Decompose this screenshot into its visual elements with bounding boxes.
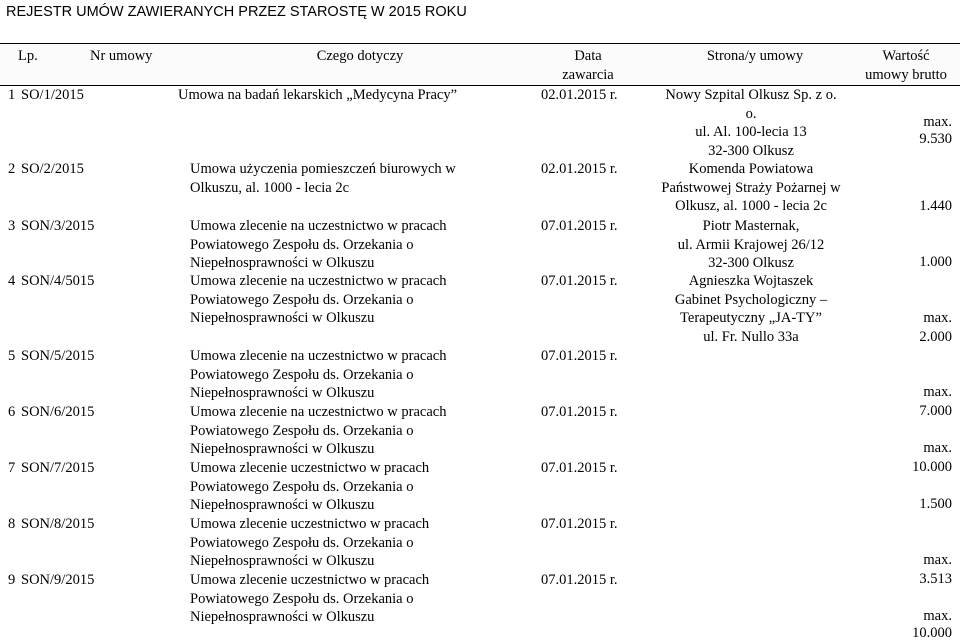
row-czego-dotyczy: Niepełnosprawności w Olkuszu: [190, 441, 375, 457]
row-wartosc: 1.500: [919, 496, 952, 512]
row-data-zawarcia: 07.01.2015 r.: [541, 516, 618, 532]
row-czego-dotyczy: Umowa zlecenie uczestnictwo w pracach: [190, 572, 430, 588]
row-wartosc: 3.513: [919, 571, 952, 587]
row-wartosc: max.: [923, 552, 952, 568]
row-wartosc: 7.000: [919, 403, 952, 419]
row-wartosc: 10.000: [912, 625, 952, 641]
row-nr-umowy: SON/5/2015: [21, 348, 95, 364]
row-strona-umowy: ul. Al. 100-lecia 13: [695, 124, 807, 140]
row-czego-dotyczy: Umowa zlecenie na uczestnictwo w pracach: [190, 348, 447, 364]
row-czego-dotyczy: Umowa zlecenie uczestnictwo w pracach: [190, 516, 430, 532]
row-data-zawarcia: 02.01.2015 r.: [541, 87, 618, 103]
row-strona-umowy: Państwowej Straży Pożarnej w: [661, 179, 841, 196]
header-lp: Lp.: [18, 48, 38, 64]
row-lp: 6: [8, 404, 16, 420]
row-czego-dotyczy: Niepełnosprawności w Olkuszu: [190, 497, 375, 513]
row-strona-umowy: Terapeutyczny „JA-TY”: [680, 310, 822, 326]
row-nr-umowy: SON/6/2015: [21, 404, 95, 420]
row-wartosc: max.: [923, 384, 952, 400]
row-wartosc: 10.000: [912, 459, 952, 475]
row-strona-umowy: ul. Fr. Nullo 33a: [703, 328, 799, 345]
row-czego-dotyczy: Umowa zlecenie na uczestnictwo w pracach: [190, 273, 447, 289]
row-lp: 3: [8, 218, 16, 234]
row-wartosc: max.: [923, 440, 952, 456]
row-strona-umowy: Nowy Szpital Olkusz Sp. z o.: [665, 87, 837, 103]
row-czego-dotyczy: Powiatowego Zespołu ds. Orzekania o: [190, 534, 414, 551]
header-top-rule: [0, 43, 960, 44]
row-data-zawarcia: 02.01.2015 r.: [541, 161, 618, 177]
header-data-zawarcia: Data zawarcia: [562, 48, 614, 83]
row-czego-dotyczy: Powiatowego Zespołu ds. Orzekania o: [190, 590, 414, 607]
row-czego-dotyczy: Powiatowego Zespołu ds. Orzekania o: [190, 478, 414, 495]
row-nr-umowy: SON/4/5015: [21, 273, 95, 289]
row-wartosc: 9.530: [919, 131, 952, 147]
row-strona-umowy: Gabinet Psychologiczny –: [674, 291, 828, 308]
row-czego-dotyczy: Powiatowego Zespołu ds. Orzekania o: [190, 422, 414, 439]
document-title: REJESTR UMÓW ZAWIERANYCH PRZEZ STAROSTĘ W 2015 ROKU: [6, 4, 467, 20]
row-strona-umowy: ul. Armii Krajowej 26/12: [677, 236, 825, 253]
row-strona-umowy: Olkusz, al. 1000 - lecia 2c: [675, 198, 827, 214]
row-lp: 7: [8, 460, 16, 476]
row-czego-dotyczy: Niepełnosprawności w Olkuszu: [190, 553, 375, 569]
row-strona-umowy: 32-300 Olkusz: [708, 255, 794, 271]
row-data-zawarcia: 07.01.2015 r.: [541, 273, 618, 289]
row-nr-umowy: SON/9/2015: [21, 572, 95, 588]
row-czego-dotyczy: Niepełnosprawności w Olkuszu: [190, 609, 375, 625]
row-lp: 2: [8, 161, 16, 177]
row-strona-umowy: Agnieszka Wojtaszek: [688, 273, 814, 289]
header-nr-umowy: Nr umowy: [90, 48, 153, 64]
row-czego-dotyczy: Powiatowego Zespołu ds. Orzekania o: [190, 236, 414, 253]
row-wartosc: 1.000: [919, 254, 952, 270]
row-lp: 8: [8, 516, 16, 532]
row-wartosc: max.: [923, 310, 952, 326]
row-czego-dotyczy: Umowa zlecenie na uczestnictwo w pracach: [190, 218, 447, 234]
row-lp: 4: [8, 273, 16, 289]
row-data-zawarcia: 07.01.2015 r.: [541, 404, 618, 420]
header-czego-dotyczy: Czego dotyczy: [316, 48, 404, 64]
row-nr-umowy: SON/3/2015: [21, 218, 95, 234]
row-czego-dotyczy: Olkuszu, al. 1000 - lecia 2c: [190, 179, 350, 196]
row-data-zawarcia: 07.01.2015 r.: [541, 348, 618, 364]
row-czego-dotyczy: Umowa zlecenie na uczestnictwo w pracach: [190, 404, 447, 420]
row-wartosc: max.: [923, 608, 952, 624]
row-czego-dotyczy: Niepełnosprawności w Olkuszu: [190, 385, 375, 401]
row-nr-umowy: SO/2/2015: [21, 161, 84, 177]
row-strona-umowy: o.: [745, 105, 757, 122]
row-lp: 5: [8, 348, 16, 364]
row-lp: 9: [8, 572, 16, 588]
row-czego-dotyczy: Powiatowego Zespołu ds. Orzekania o: [190, 291, 414, 308]
row-data-zawarcia: 07.01.2015 r.: [541, 218, 618, 234]
row-lp: 1: [8, 87, 16, 103]
row-strona-umowy: 32-300 Olkusz: [708, 142, 794, 159]
row-data-zawarcia: 07.01.2015 r.: [541, 460, 618, 476]
row-wartosc: 1.440: [919, 198, 952, 214]
row-czego-dotyczy: Niepełnosprawności w Olkuszu: [190, 310, 375, 326]
row-nr-umowy: SON/7/2015: [21, 460, 95, 476]
row-czego-dotyczy: Umowa na badań lekarskich „Medycyna Pracy”: [178, 87, 458, 103]
row-nr-umowy: SO/1/2015: [21, 87, 84, 103]
header-wartosc-umowy: Wartość umowy brutto: [865, 48, 947, 83]
row-data-zawarcia: 07.01.2015 r.: [541, 572, 618, 588]
row-czego-dotyczy: Umowa użyczenia pomieszczeń biurowych w: [190, 161, 456, 177]
row-czego-dotyczy: Powiatowego Zespołu ds. Orzekania o: [190, 366, 414, 383]
row-wartosc: 2.000: [919, 329, 952, 345]
header-strona-umowy: Strona/y umowy: [706, 48, 804, 64]
row-czego-dotyczy: Umowa zlecenie uczestnictwo w pracach: [190, 460, 430, 476]
row-czego-dotyczy: Niepełnosprawności w Olkuszu: [190, 255, 375, 271]
row-nr-umowy: SON/8/2015: [21, 516, 95, 532]
row-strona-umowy: Piotr Masternak,: [702, 218, 800, 234]
row-wartosc: max.: [923, 114, 952, 130]
row-strona-umowy: Komenda Powiatowa: [688, 161, 814, 177]
